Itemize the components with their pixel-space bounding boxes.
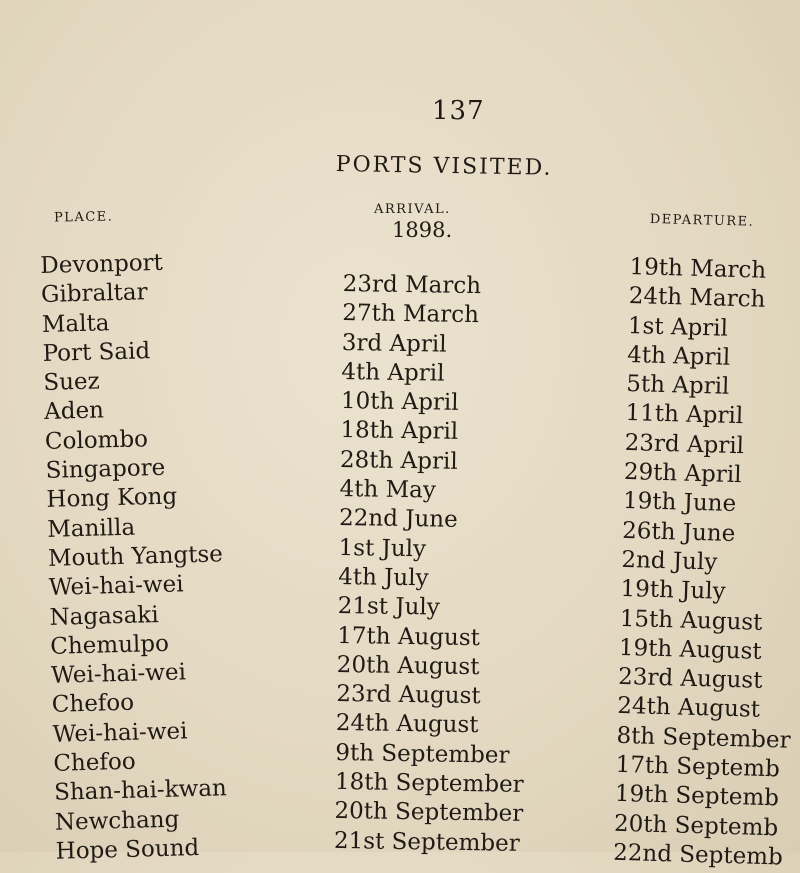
arrival-cell: 18th April — [340, 417, 459, 446]
departure-cell: 19th July — [620, 576, 726, 606]
place-cell: Wei-hai-wei — [50, 659, 187, 690]
departure-cell: 5th April — [625, 371, 730, 401]
departure-cell: 24th March — [628, 283, 766, 314]
place-cell: Hong Kong — [46, 483, 178, 514]
place-cell: Devonport — [40, 249, 164, 279]
arrival-cell: 20th August — [336, 651, 480, 681]
departure-cell: 19th March — [629, 253, 767, 284]
place-cell: Wei-hai-wei — [48, 571, 184, 602]
arrival-cell: 4th April — [341, 358, 445, 387]
place-cell: Suez — [43, 368, 101, 397]
place-cell: Colombo — [44, 426, 149, 455]
year-label: 1898. — [392, 218, 453, 242]
place-cell: Nagasaki — [49, 601, 159, 631]
header-arrival: ARRIVAL. — [374, 202, 451, 217]
departure-cell: 24th August — [616, 693, 761, 724]
arrival-cell: 9th September — [335, 739, 510, 769]
departure-cell: 20th Septemb — [613, 810, 779, 841]
place-cell: Shan-hai-kwan — [53, 775, 228, 807]
arrival-cell: 23rd March — [342, 270, 482, 300]
page-title: PORTS VISITED. — [335, 152, 553, 181]
place-cell: Newchang — [54, 806, 180, 836]
place-cell: Singapore — [45, 454, 166, 484]
departure-cell: 23rd August — [617, 663, 763, 695]
place-cell: Hope Sound — [55, 834, 200, 865]
arrival-cell: 28th April — [339, 446, 458, 475]
arrival-cell: 23rd August — [336, 681, 481, 710]
arrival-cell: 3rd April — [341, 329, 447, 358]
departure-cell: 29th April — [623, 458, 742, 489]
place-cell: Gibraltar — [40, 279, 148, 309]
header-departure: DEPARTURE. — [649, 212, 755, 230]
departure-cell: 15th August — [619, 605, 763, 636]
departure-cell: 19th August — [618, 634, 762, 665]
departure-cell: 19th Septemb — [614, 781, 780, 812]
departure-cell: 22nd Septemb — [612, 839, 784, 871]
place-column — [40, 247, 231, 867]
departure-column — [613, 253, 800, 873]
place-cell: Aden — [43, 397, 105, 426]
departure-cell: 19th June — [622, 488, 737, 518]
header-place: PLACE. — [53, 209, 114, 226]
place-cell: Malta — [41, 309, 110, 338]
page-number: 137 — [432, 96, 485, 126]
place-cell: Port Said — [42, 338, 151, 367]
arrival-cell: 18th September — [334, 768, 524, 798]
departure-cell: 2nd July — [621, 546, 718, 576]
arrival-cell: 27th March — [342, 300, 480, 329]
arrival-cell: 17th August — [337, 622, 481, 651]
arrival-column — [334, 270, 532, 859]
arrival-cell: 10th April — [340, 388, 459, 417]
departure-cell: 1st April — [627, 312, 729, 342]
arrival-cell: 24th August — [335, 710, 479, 739]
arrival-cell: 4th May — [339, 476, 437, 504]
arrival-cell: 1st July — [338, 534, 427, 563]
arrival-cell: 21st September — [333, 827, 520, 857]
arrival-cell: 21st July — [337, 593, 440, 621]
departure-cell: 4th April — [626, 341, 731, 371]
place-cell: Chefoo — [51, 690, 135, 719]
departure-cell: 23rd April — [624, 429, 745, 460]
place-cell: Wei-hai-wei — [52, 718, 188, 748]
place-cell: Chefoo — [53, 748, 136, 777]
departure-cell: 11th April — [625, 400, 744, 430]
departure-cell: 17th Septemb — [615, 751, 781, 783]
place-cell: Chemulpo — [49, 630, 170, 660]
arrival-cell: 22nd June — [338, 505, 458, 534]
arrival-cell: 20th September — [334, 798, 524, 828]
arrival-cell: 4th July — [337, 563, 429, 592]
departure-cell: 8th September — [616, 722, 791, 754]
place-cell: Manilla — [46, 514, 136, 543]
place-cell: Mouth Yangtse — [47, 541, 224, 572]
departure-cell: 26th June — [621, 517, 736, 547]
